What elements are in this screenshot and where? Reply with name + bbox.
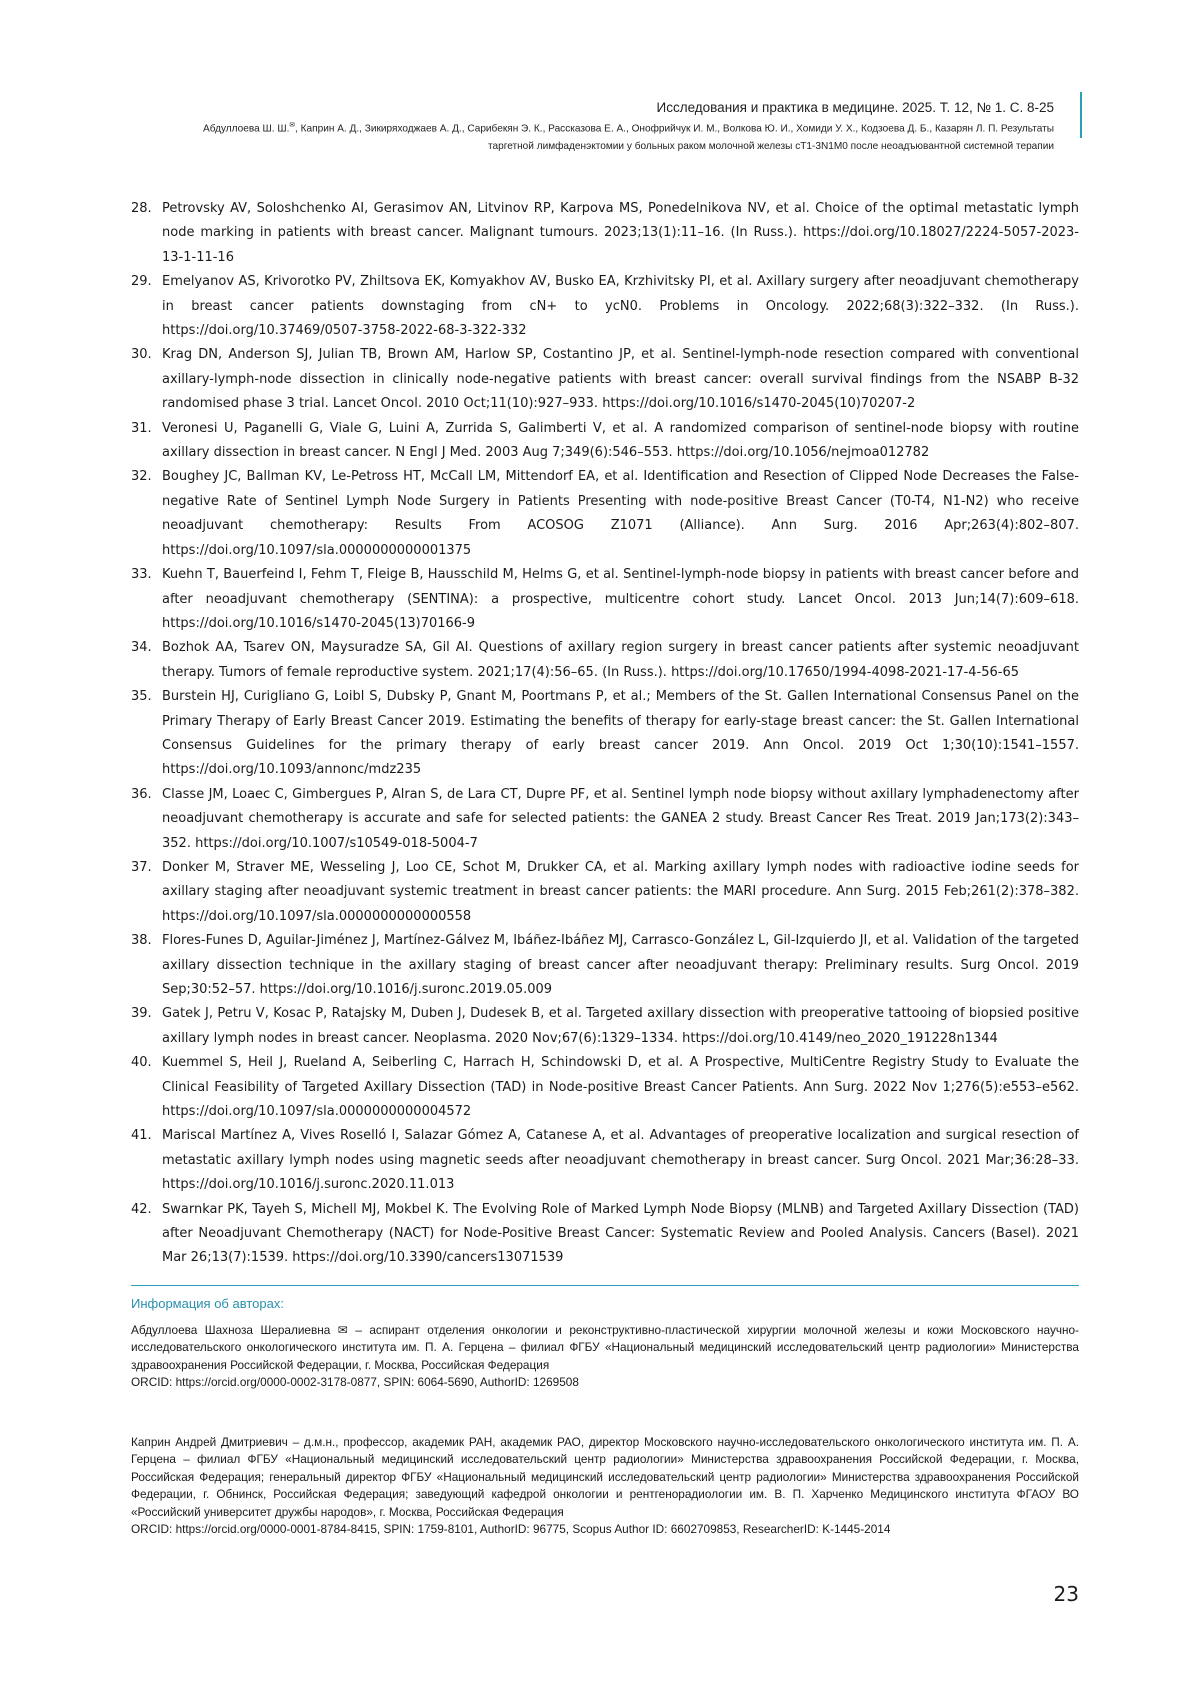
reference-item [131,343,1079,416]
reference-text: Burstein HJ, Curigliano G, Loibl S, Dubsky P, Gnant M, Poortmans P, et al.; Members of the St. Gallen International Consensus Panel on the Primary Therapy of Early Breast Cancer 2019. Estimating the benefits of therapy for early-stage breast cancer: the St. Gallen International Consensus Guidelines for the primary therapy of early breast cancer 2019. Ann Oncol. 2019 Oct 1;30(10):1541–1557. https://doi.org/10.1093/annonc/mdz235 [162,689,1079,777]
reference-number: 31. [131,417,152,441]
reference-number: 28. [131,197,152,221]
author-1-bio [131,1322,1079,1374]
reference-item [131,856,1079,929]
author-1-name: Абдуллоева Шахноза Шералиевна [131,1323,330,1337]
author-2-bio: Каприн Андрей Дмитриевич – д.м.н., профессор, академик РАН, академик РАО, директор Московского научно-исследовательского онкологического института им. П. А. Герцена – филиал ФГБУ «Национальный медицинский исследовательский центр радиологии» Министерства здравоохранения Российской Федерации, г. Москва, Российская Федерация; генеральный директор ФГБУ «Национальный медицинский исследовательский центр радиологии» Министерства здравоохранения Российской Федерации, г. Обнинск, Российская Федерация; заведующий кафедрой онкологии и рентгенорадиологии им. В. П. Харченко Медицинского института ФГАОУ ВО «Российский университет дружбы народов», г. Москва, Российская Федерация [131,1434,1079,1521]
reference-number: 42. [131,1198,152,1222]
reference-number: 34. [131,636,152,660]
reference-item [131,636,1079,685]
journal-citation: Исследования и практика в медицине. 2025. Т. 12, № 1. С. 8-25 [94,98,1054,117]
email-icon[interactable]: ✉ [338,1322,348,1339]
author-1-ids: ORCID: https://orcid.org/0000-0002-3178-0877, SPIN: 6064-5690, AuthorID: 1269508 [131,1374,1079,1391]
reference-number: 40. [131,1051,152,1075]
reference-text: Donker M, Straver ME, Wesseling J, Loo CE, Schot M, Drukker CA, et al. Marking axillary lymph nodes with radioactive iodine seeds for axillary staging after neoadjuvant systemic treatment in breast cancer patients: the MARI procedure. Ann Surg. 2015 Feb;261(2):378–382. https://doi.org/10.1097/sla.0000000000000558 [162,860,1079,924]
reference-item [131,1124,1079,1197]
reference-item [131,1002,1079,1051]
header-authors [132,117,1054,138]
reference-number: 30. [131,343,152,367]
section-divider [131,1285,1079,1286]
running-header [94,98,1054,155]
reference-item [131,465,1079,563]
reference-item [131,417,1079,466]
reference-text: Kuehn T, Bauerfeind I, Fehm T, Fleige B, Hausschild M, Helms G, et al. Sentinel-lymph-node biopsy in patients with breast cancer before and after neoadjuvant chemotherapy (SENTINA): a prospective, multicentre cohort study. Lancet Oncol. 2013 Jun;14(7):609–618. https://doi.org/10.1016/s1470-2045(13)70166-9 [162,567,1079,631]
reference-text: Mariscal Martínez A, Vives Roselló I, Salazar Gómez A, Catanese A, et al. Advantages of preoperative localization and surgical resection of metastatic axillary lymph nodes using magnetic seeds after neoadjuvant chemotherapy in breast cancer. Surg Oncol. 2021 Mar;36:28–33. https://doi.org/10.1016/j.suronc.2020.11.013 [162,1128,1079,1192]
reference-number: 29. [131,270,152,294]
mail-icon: ✉ [289,122,295,129]
reference-number: 37. [131,856,152,880]
reference-item [131,197,1079,270]
author-1-text: – аспирант отделения онкологии и реконструктивно-пластической хирургии молочной железы и кожи Московского научно-исследовательского онкологического института им. П. А. Герцена – филиал ФГБУ «Национальный медицинский исследовательский центр радиологии» Министерства здравоохранения Российской Федерации, г. Москва, Российская Федерация [131,1323,1079,1372]
reference-text: Veronesi U, Paganelli G, Viale G, Luini A, Zurrida S, Galimberti V, et al. A randomized comparison of sentinel-node biopsy with routine axillary dissection in breast cancer. N Engl J Med. 2003 Aug 7;349(6):546–553. https://doi.org/10.1056/nejmoa012782 [162,421,1079,460]
reference-number: 35. [131,685,152,709]
reference-text: Boughey JC, Ballman KV, Le-Petross HT, McCall LM, Mittendorf EA, et al. Identification and Resection of Clipped Node Decreases the False-negative Rate of Sentinel Lymph Node Surgery in Patients Presenting with node-positive Breast Cancer (T0-T4, N1-N2) who receive neoadjuvant chemotherapy: Results From ACOSOG Z1071 (Alliance). Ann Surg. 2016 Apr;263(4):802–807. https://doi.org/10.1097/sla.0000000000001375 [162,469,1079,557]
reference-text: Bozhok AA, Tsarev ON, Maysuradze SA, Gil AI. Questions of axillary region surgery in breast cancer patients after systemic neoadjuvant therapy. Tumors of female reproductive system. 2021;17(4):56–65. (In Russ.). https://doi.org/10.17650/1994-4098-2021-17-4-56-65 [162,640,1079,679]
header-authors-first: Абдуллоева Ш. Ш. [203,123,289,135]
authors-info-heading: Информация об авторах: [131,1296,284,1311]
reference-item [131,1051,1079,1124]
author-2-ids: ORCID: https://orcid.org/0000-0001-8784-8415, SPIN: 1759-8101, AuthorID: 96775, Scopus Author ID: 6602709853, ResearcherID: K-1445-2014 [131,1521,1079,1538]
reference-number: 39. [131,1002,152,1026]
reference-number: 36. [131,783,152,807]
reference-text: Krag DN, Anderson SJ, Julian TB, Brown AM, Harlow SP, Costantino JP, et al. Sentinel-lymph-node resection compared with conventional axillary-lymph-node dissection in clinically node-negative patients with breast cancer: overall survival findings from the NSABP B-32 randomised phase 3 trial. Lancet Oncol. 2010 Oct;11(10):927–933. https://doi.org/10.1016/s1470-2045(10)70207-2 [162,347,1079,411]
reference-item [131,783,1079,856]
reference-list [131,197,1079,1271]
reference-number: 33. [131,563,152,587]
reference-text: Classe JM, Loaec C, Gimbergues P, Alran S, de Lara CT, Dupre PF, et al. Sentinel lymph node biopsy without axillary lymphadenectomy after neoadjuvant chemotherapy is accurate and safe for selected patients: the GANEA 2 study. Breast Cancer Res Treat. 2019 Jan;173(2):343–352. https://doi.org/10.1007/s10549-018-5004-7 [162,787,1079,851]
page-number: 23 [1054,1582,1079,1606]
header-authors-rest: , Каприн А. Д., Зикиряходжаев А. Д., Сарибекян Э. К., Рассказова Е. А., Онофрийчук И. М., Волкова Ю. И., Хомиди У. Х., Кодзоева Д. Б., Казарян Л. П. Результаты [295,123,1054,135]
reference-item [131,1198,1079,1271]
reference-item [131,270,1079,343]
reference-number: 38. [131,929,152,953]
reference-text: Gatek J, Petru V, Kosac P, Ratajsky M, Duben J, Dudesek B, et al. Targeted axillary dissection with preoperative tattooing of biopsied positive axillary lymph nodes in breast cancer. Neoplasma. 2020 Nov;67(6):1329–1334. https://doi.org/10.4149/neo_2020_191228n1344 [162,1006,1079,1045]
author-info-1 [131,1322,1079,1392]
reference-item [131,685,1079,783]
reference-number: 32. [131,465,152,489]
author-info-2 [131,1434,1079,1538]
header-article-title: таргетной лимфаденэктомии у больных раком молочной железы cT1-3N1M0 после неоадъювантной системной терапии [132,138,1054,155]
reference-text: Kuemmel S, Heil J, Rueland A, Seiberling C, Harrach H, Schindowski D, et al. A Prospective, MultiCentre Registry Study to Evaluate the Clinical Feasibility of Targeted Axillary Dissection (TAD) in Node-positive Breast Cancer Patients. Ann Surg. 2022 Nov 1;276(5):e553–e562. https://doi.org/10.1097/sla.0000000000004572 [162,1055,1079,1119]
reference-text: Petrovsky AV, Soloshchenko AI, Gerasimov AN, Litvinov RP, Karpova MS, Ponedelnikova NV, et al. Choice of the optimal metastatic lymph node marking in patients with breast cancer. Malignant tumours. 2023;13(1):11–16. (In Russ.). https://doi.org/10.18027/2224-5057-2023-13-1-11-16 [162,201,1079,265]
reference-number: 41. [131,1124,152,1148]
reference-item [131,563,1079,636]
reference-text: Flores-Funes D, Aguilar-Jiménez J, Martínez-Gálvez M, Ibáñez-Ibáñez MJ, Carrasco-González L, Gil-Izquierdo JI, et al. Validation of the targeted axillary dissection technique in the axillary staging of breast cancer after neoadjuvant therapy: Preliminary results. Surg Oncol. 2019 Sep;30:52–57. https://doi.org/10.1016/j.suronc.2019.05.009 [162,933,1079,997]
reference-text: Emelyanov AS, Krivorotko PV, Zhiltsova EK, Komyakhov AV, Busko EA, Krzhivitsky PI, et al. Axillary surgery after neoadjuvant chemotherapy in breast cancer patients downstaging from cN+ to ycN0. Problems in Oncology. 2022;68(3):322–332. (In Russ.). https://doi.org/10.37469/0507-3758-2022-68-3-322-332 [162,274,1079,338]
reference-text: Swarnkar PK, Tayeh S, Michell MJ, Mokbel K. The Evolving Role of Marked Lymph Node Biopsy (MLNB) and Targeted Axillary Dissection (TAD) after Neoadjuvant Chemotherapy (NACT) for Node-Positive Breast Cancer: Systematic Review and Pooled Analysis. Cancers (Basel). 2021 Mar 26;13(7):1539. https://doi.org/10.3390/cancers13071539 [162,1202,1079,1266]
reference-item [131,929,1079,1002]
header-accent-rule [1080,92,1082,138]
